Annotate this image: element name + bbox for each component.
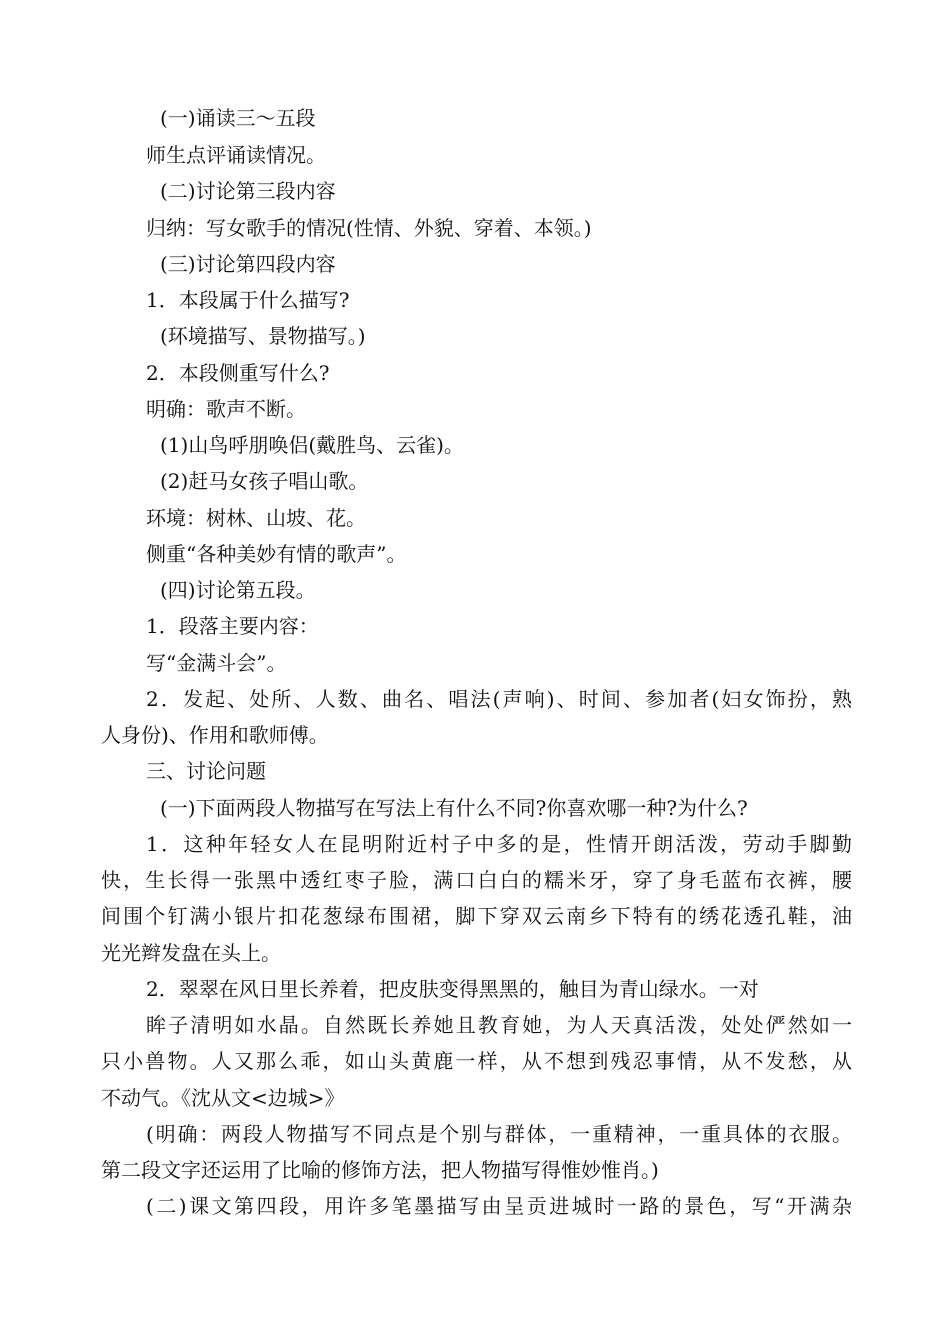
text-line: 环境：树林、山坡、花。 [146, 506, 366, 530]
text-line: 1．段落主要内容： [146, 614, 319, 638]
text-line: (三)讨论第四段内容 [160, 252, 336, 276]
text-line: 不动气。《沈从文<边城>》 [101, 1086, 345, 1110]
text-line: 写“金满斗会”。 [146, 651, 287, 675]
text-line: (四)讨论第五段。 [160, 578, 316, 602]
text-line: 1．本段属于什么描写? [146, 288, 350, 312]
text-line: 光光辫发盘在头上。 [101, 941, 281, 965]
text-line: (环境描写、景物描写。) [160, 324, 366, 348]
text-line: 间围个钉满小银片扣花葱绿布围裙，脚下穿双云南乡下特有的绣花透孔鞋，油 [101, 904, 852, 928]
text-line: 2．发起、处所、人数、曲名、唱法(声响)、时间、参加者(妇女饰扮，熟 [146, 687, 852, 711]
text-line: (二)讨论第三段内容 [160, 179, 336, 203]
text-line: 师生点评诵读情况。 [146, 143, 326, 167]
text-line: 快，生长得一张黑中透红枣子脸，满口白白的糯米牙，穿了身毛蓝布衣裤，腰 [101, 868, 852, 892]
text-line: (二)课文第四段，用许多笔墨描写由呈贡进城时一路的景色，写“开满杂 [146, 1194, 852, 1218]
text-line: 眸子清明如水晶。自然既长养她且教育她，为人天真活泼，处处俨然如一 [146, 1013, 852, 1037]
text-line: (明确：两段人物描写不同点是个别与群体，一重精神，一重具体的衣服。 [146, 1122, 852, 1146]
text-line: 归纳：写女歌手的情况(性情、外貌、穿着、本领。) [146, 216, 592, 240]
text-line: 三、讨论问题 [146, 759, 266, 783]
text-line: 人身份)、作用和歌师傅。 [101, 723, 329, 747]
text-line: (一)下面两段人物描写在写法上有什么不同?你喜欢哪一种?为什么? [160, 796, 748, 820]
text-line: (2)赶马女孩子唱山歌。 [160, 469, 369, 493]
text-line: (一)诵读三～五段 [160, 106, 316, 130]
text-line: 明确：歌声不断。 [146, 397, 306, 421]
text-line: 第二段文字还运用了比喻的修饰方法，把人物描写得惟妙惟肖。) [101, 1158, 659, 1182]
text-line: 只小兽物。人又那么乖，如山头黄鹿一样，从不想到残忍事情，从不发愁，从 [101, 1049, 852, 1073]
text-line: 侧重“各种美妙有情的歌声”。 [146, 542, 407, 566]
text-line: 2．本段侧重写什么? [146, 361, 330, 385]
text-line: (1)山鸟呼朋唤侣(戴胜鸟、云雀)。 [160, 433, 464, 457]
text-line: 1．这种年轻女人在昆明附近村子中多的是，性情开朗活泼，劳动手脚勤 [146, 832, 852, 856]
text-line: 2．翠翠在风日里长养着，把皮肤变得黑黑的，触目为青山绿水。一对 [146, 977, 759, 1001]
